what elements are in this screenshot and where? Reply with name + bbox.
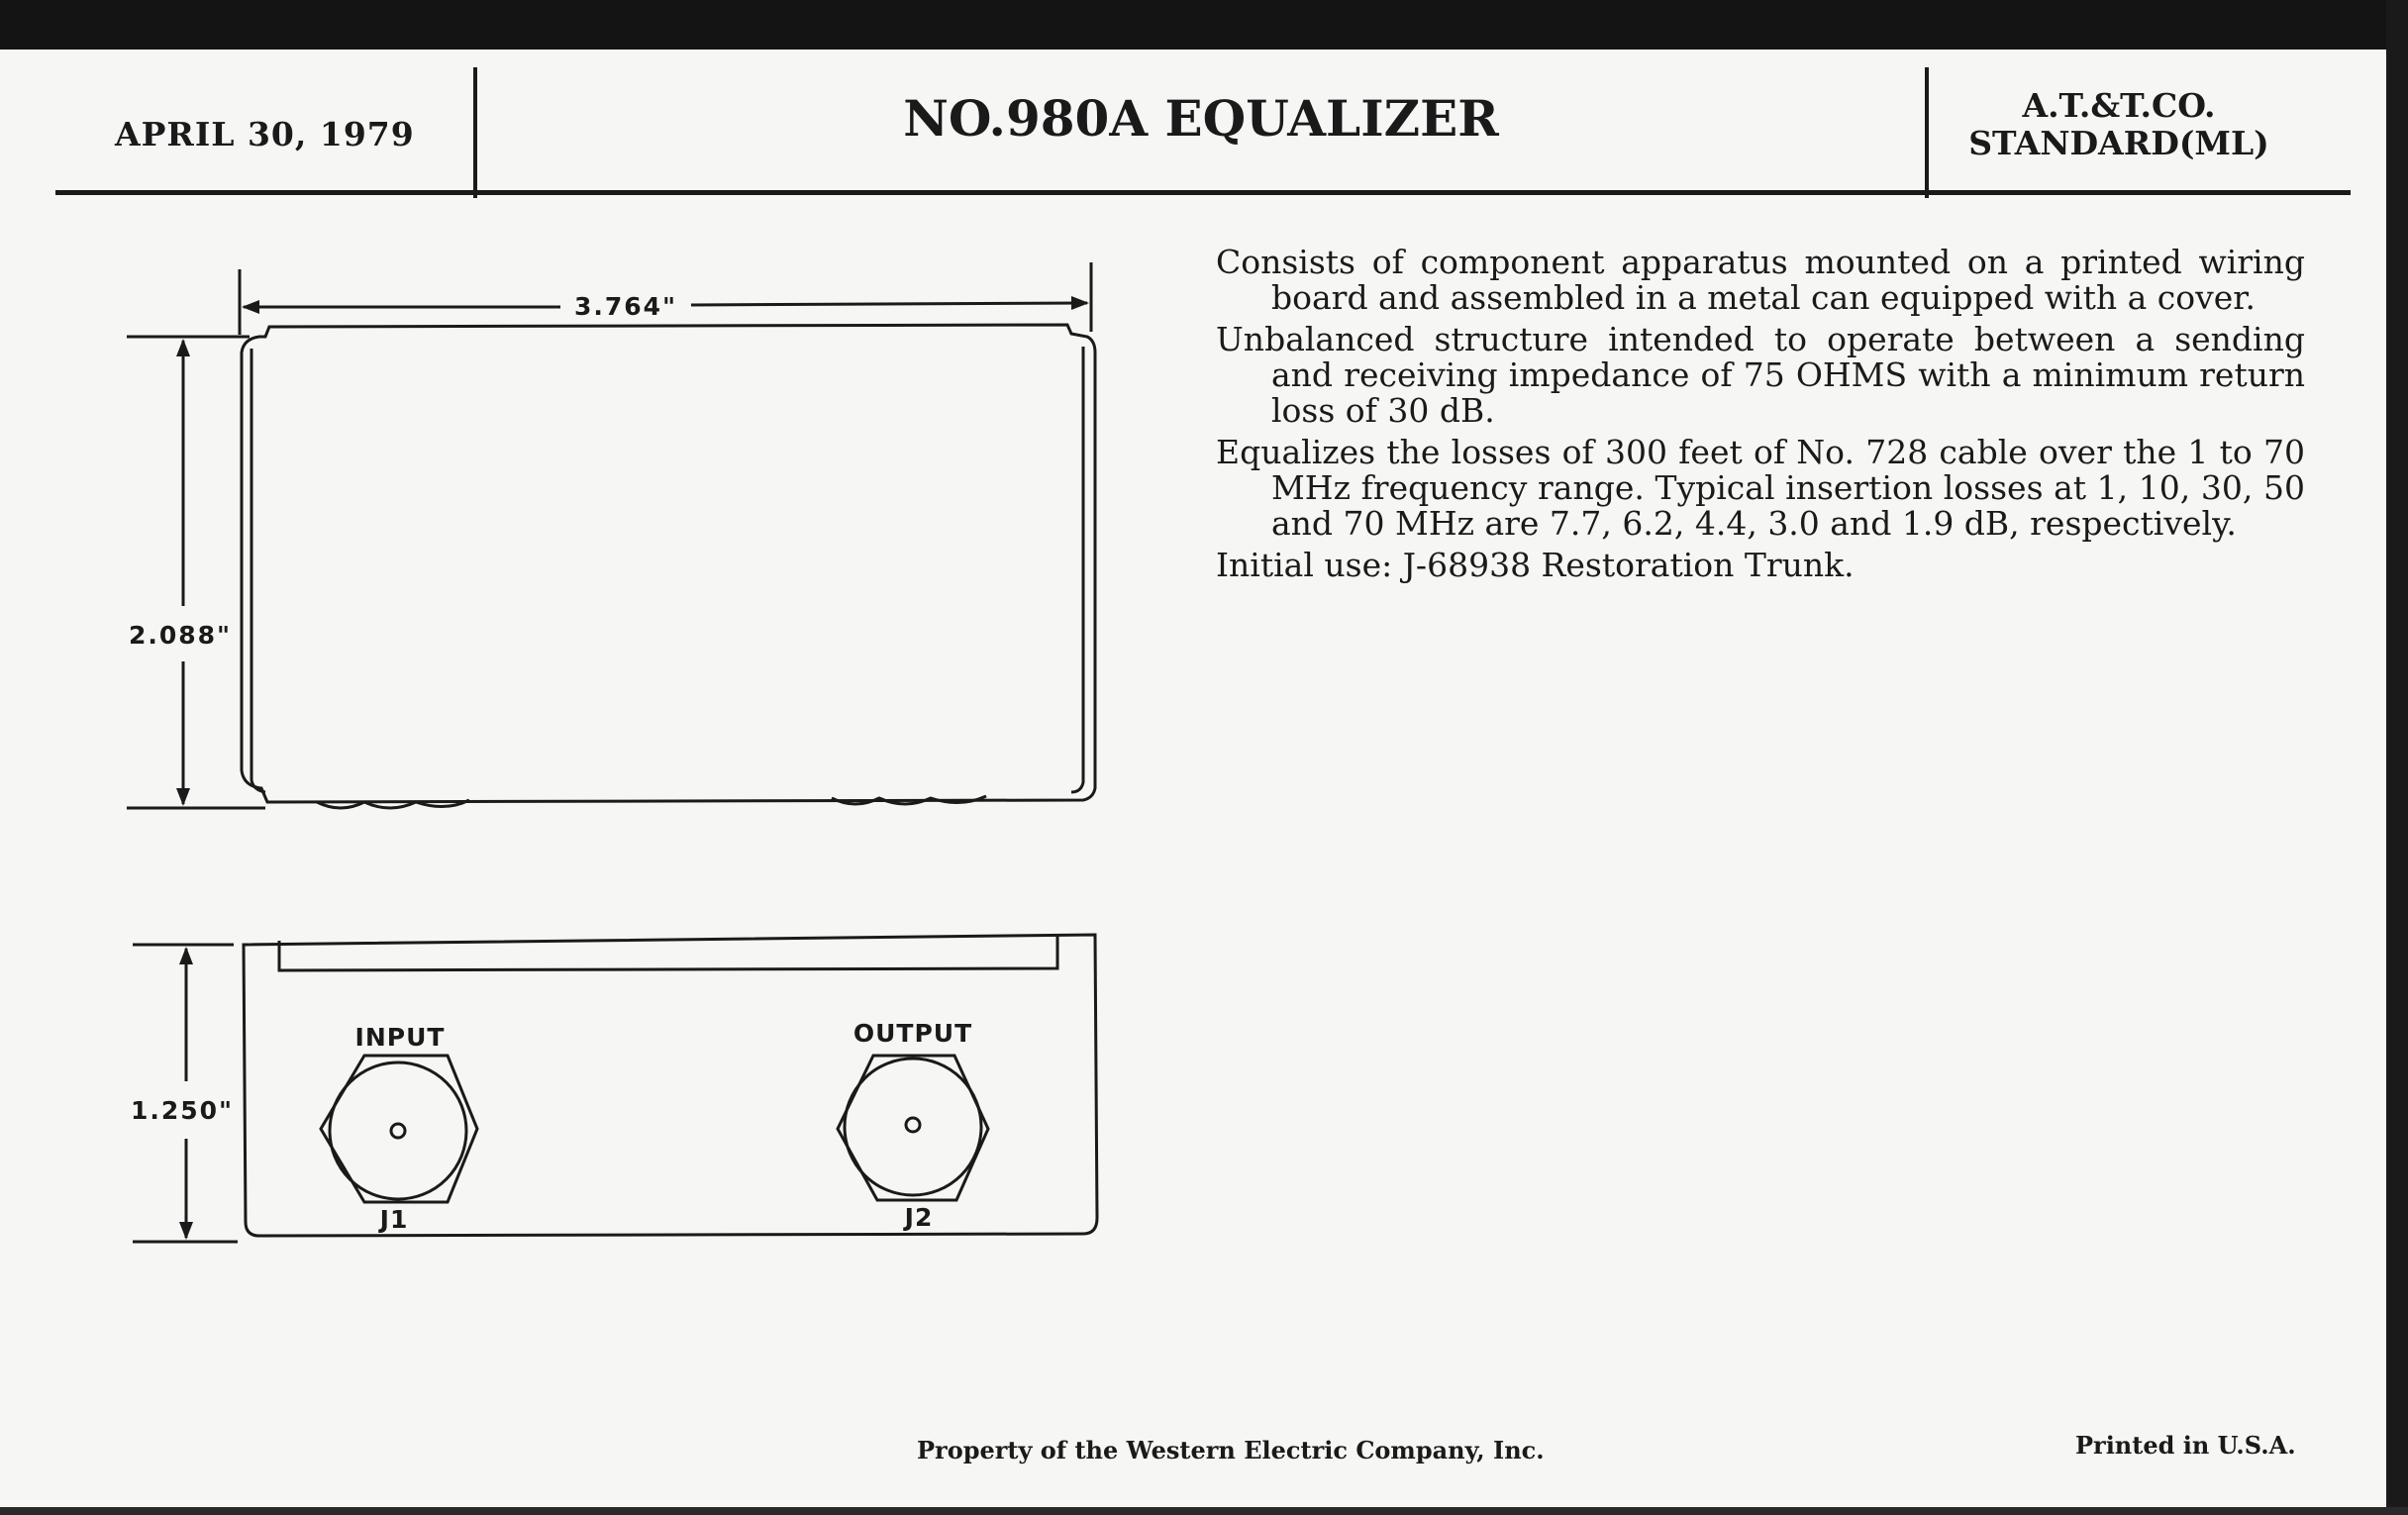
- equalizer-drawing: [0, 0, 1149, 1287]
- footer-property: Property of the Western Electric Company, Inc.: [917, 1436, 1545, 1464]
- header-divider-right: [1925, 67, 1929, 198]
- width-dimension-label: 3.764": [573, 292, 678, 321]
- header-date: APRIL 30, 1979: [115, 115, 415, 153]
- can-top-view-outline: [242, 325, 1095, 802]
- footer-printed: Printed in U.S.A.: [2075, 1431, 2296, 1460]
- scan-border-bottom: [0, 1507, 2408, 1515]
- description-paragraph: Unbalanced structure intended to operate between a sending and receiving impedance of 75 OHMS with a minimum return loss of 30 dB.: [1216, 320, 2305, 430]
- description-paragraph: Equalizes the losses of 300 feet of No. 728 cable over the 1 to 70 MHz frequency range. Typical insertion losses at 1, 10, 30, 50 and 70 MHz are 7.7, 6.2, 4.4, 3.0 and 1.9 dB, respectively.: [1216, 433, 2305, 543]
- description: [1216, 245, 2305, 589]
- standard-line-1: A.T.&T.CO.: [2022, 86, 2216, 125]
- page-title: NO.980A EQUALIZER: [903, 89, 1499, 148]
- header-standard: [1941, 87, 2297, 162]
- output-label: OUTPUT: [853, 1019, 973, 1048]
- scan-border-right: [2386, 0, 2408, 1515]
- output-connector-hex: [838, 1056, 988, 1200]
- input-connector-hex: [321, 1056, 477, 1202]
- input-connector-pin: [391, 1124, 405, 1138]
- height-dimension-label: 2.088": [128, 621, 233, 650]
- depth-dimension-label: 1.250": [130, 1096, 235, 1125]
- input-label: INPUT: [354, 1023, 446, 1052]
- description-paragraph: Consists of component apparatus mounted on a printed wiring board and assembled in a metal can equipped with a cover.: [1216, 243, 2305, 317]
- standard-line-2: STANDARD(ML): [1968, 124, 2269, 162]
- description-paragraph: Initial use: J-68938 Restoration Trunk.: [1216, 546, 1855, 584]
- output-connector-body: [845, 1059, 981, 1195]
- can-top-view-inner-right: [1071, 347, 1083, 792]
- jack-j1-label: J1: [379, 1205, 409, 1234]
- width-dim-line-right: [691, 303, 1087, 305]
- jack-j2-label: J2: [904, 1203, 934, 1232]
- input-connector-body: [330, 1062, 466, 1199]
- can-top-view-inner-left: [251, 349, 265, 792]
- output-connector-pin: [906, 1118, 920, 1132]
